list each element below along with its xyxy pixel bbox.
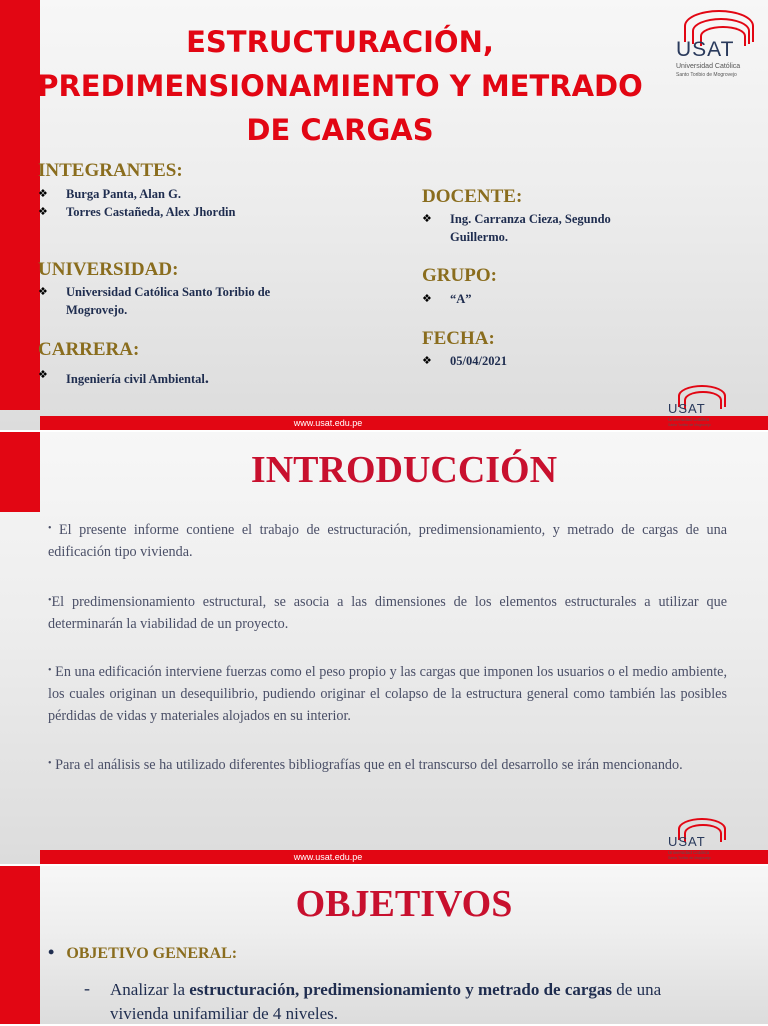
- carrera-list: [38, 370, 338, 388]
- diamond-bullet-icon: ❖: [422, 212, 432, 225]
- list-item: ❖ Ingeniería civil Ambiental.: [38, 368, 209, 387]
- slide-introduccion: [0, 432, 768, 864]
- diamond-bullet-icon: ❖: [38, 368, 48, 381]
- usat-logo-small: USAT Universidad Católica Santo Toribio de Mogrovejo: [668, 818, 738, 863]
- docente-list: [422, 210, 682, 246]
- intro-paragraph-3: • En una edificación interviene fuerzas como el peso propio y las cargas que imponen los usuarios o el medio ambiente, los cuales originan un desequilibrio, pudiendo originar el colapso de la estructura general como también las posibles pérdidas de vidas y materiales alojados en su interior.: [48, 664, 727, 724]
- grupo-list: [422, 290, 622, 308]
- footer-url: www.usat.edu.pe: [293, 418, 363, 428]
- docente-heading: DOCENTE:: [422, 186, 523, 207]
- list-item: ❖ Burga Panta, Alan G.: [38, 187, 181, 201]
- logo-subtitle: Universidad Católica: [676, 63, 741, 70]
- title-line-1: ESTRUCTURACIÓN,: [186, 25, 494, 59]
- fecha-list: [422, 352, 622, 370]
- intro-paragraph-2: •El predimensionamiento estructural, se asocia a las dimensiones de los elementos estructurales a utilizar que determinarán la viabilidad de un proyecto.: [48, 594, 727, 632]
- footer-url: www.usat.edu.pe: [293, 852, 363, 862]
- usat-logo: [676, 8, 756, 78]
- diamond-bullet-icon: ❖: [422, 354, 432, 367]
- objetivo-general-label: • OBJETIVO GENERAL:: [48, 942, 238, 962]
- universidad-heading: UNIVERSIDAD:: [38, 259, 179, 280]
- usat-logo-small: USAT Universidad Católica Santo Toribio de Mogrovejo: [668, 385, 738, 430]
- objetivos-title: OBJETIVOS: [295, 883, 513, 925]
- integrantes-list: [38, 185, 338, 221]
- list-item: ❖ Universidad Católica Santo Toribio de Mogrovejo.: [38, 285, 271, 317]
- left-red-bar: [0, 432, 40, 512]
- carrera-heading: CARRERA:: [38, 339, 140, 360]
- cover-title: [20, 20, 660, 152]
- logo-subtitle-2: Santo Toribio de Mogrovejo: [676, 72, 737, 78]
- list-item: ❖ 05/04/2021: [422, 354, 507, 368]
- intro-paragraph-4: • Para el análisis se ha utilizado diferentes bibliografías que en el transcurso del desarrollo se irán mencionando.: [48, 757, 683, 773]
- logo-brand: USAT: [676, 38, 735, 61]
- list-item: ❖ Torres Castañeda, Alex Jhordin: [38, 205, 236, 219]
- title-line-2: PREDIMENSIONAMIENTO Y METRADO: [37, 69, 643, 103]
- left-red-bar: [0, 866, 40, 1024]
- diamond-bullet-icon: ❖: [38, 187, 48, 200]
- objetivo-general-text: Analizar la estructuración, predimensionamiento y metrado de cargas de una vivienda unifamiliar de 4 niveles.: [110, 980, 662, 1023]
- list-item: ❖ “A”: [422, 292, 472, 306]
- diamond-bullet-icon: ❖: [38, 285, 48, 298]
- diamond-bullet-icon: ❖: [422, 292, 432, 305]
- diamond-bullet-icon: ❖: [38, 205, 48, 218]
- universidad-list: [38, 283, 338, 319]
- fecha-heading: FECHA:: [422, 328, 495, 349]
- introduccion-title: INTRODUCCIÓN: [250, 449, 558, 491]
- integrantes-heading: INTEGRANTES:: [38, 160, 183, 181]
- dash-bullet: -: [84, 978, 90, 998]
- intro-paragraph-1: • El presente informe contiene el trabajo de estructuración, predimensionamiento, y metrado de cargas de una edificación tipo vivienda.: [48, 522, 728, 560]
- slide-cover: [0, 0, 768, 430]
- grupo-heading: GRUPO:: [422, 265, 497, 286]
- list-item: ❖ Ing. Carranza Cieza, Segundo Guillermo.: [422, 212, 611, 244]
- title-line-3: DE CARGAS: [246, 113, 434, 147]
